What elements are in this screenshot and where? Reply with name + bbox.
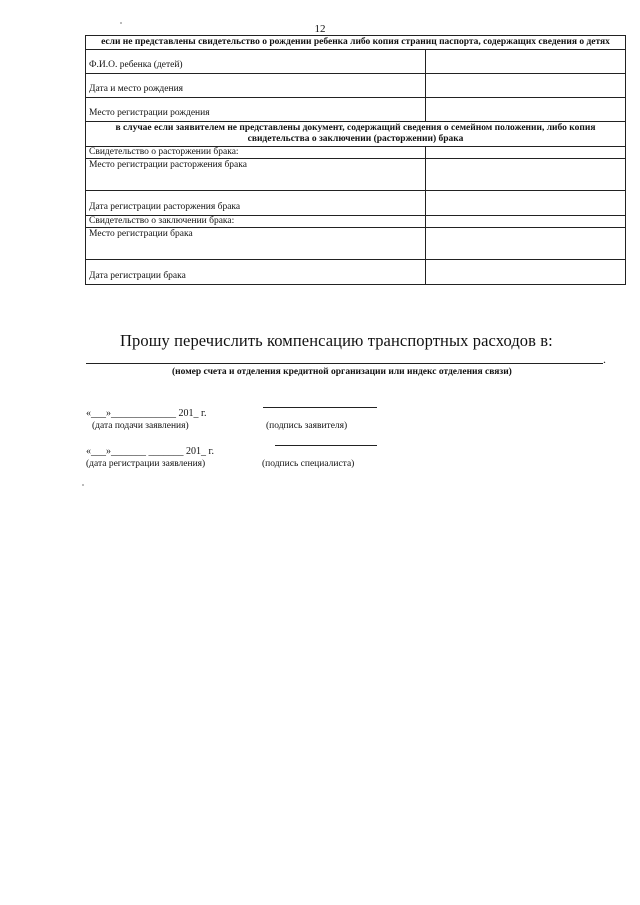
- specialist-signature-caption: (подпись специалиста): [262, 459, 355, 469]
- table-row: [86, 260, 626, 285]
- marriage-certificate-value[interactable]: [426, 216, 626, 228]
- table-row: [86, 98, 626, 122]
- table-row: [86, 216, 626, 228]
- marriage-date-label: Дата регистрации брака: [86, 260, 426, 285]
- birth-registration-place-label: Место регистрации рождения: [86, 98, 426, 122]
- registration-date-field[interactable]: «___»_______ _______ 201_ г.: [86, 446, 214, 457]
- transfer-request-title: Прошу перечислить компенсацию транспортных расходов в:: [120, 331, 553, 350]
- table-row: [86, 74, 626, 98]
- registration-date-caption: (дата регистрации заявления): [86, 459, 206, 469]
- application-date-field[interactable]: «___»_____________ 201_ г.: [86, 408, 207, 419]
- divorce-place-value[interactable]: [426, 159, 626, 191]
- divorce-date-label: Дата регистрации расторжения брака: [86, 191, 426, 216]
- marital-section-header-text: в случае если заявителем не представлены документ, содержащий сведения о семейном положении, либо копия свидетельства о заключении (расторжении) брака: [86, 122, 626, 147]
- marriage-place-label: Место регистрации брака: [86, 228, 426, 260]
- birth-registration-place-value[interactable]: [426, 98, 626, 122]
- table-row: [86, 50, 626, 74]
- scan-speck: [120, 22, 122, 24]
- account-line-period: .: [603, 352, 606, 366]
- marriage-date-value[interactable]: [426, 260, 626, 285]
- page-number: 12: [314, 23, 326, 35]
- scan-speck: [82, 484, 84, 486]
- divorce-place-label: Место регистрации расторжения брака: [86, 159, 426, 191]
- marriage-place-value[interactable]: [426, 228, 626, 260]
- account-number-field[interactable]: [86, 363, 603, 364]
- marital-section-header: [86, 122, 626, 147]
- applicant-info-table: [85, 35, 626, 285]
- applicant-signature-caption: (подпись заявителя): [266, 421, 348, 431]
- birth-date-place-label: Дата и место рождения: [86, 74, 426, 98]
- applicant-signature-line[interactable]: [263, 407, 377, 408]
- table-row: [86, 228, 626, 260]
- specialist-signature-line[interactable]: [275, 445, 377, 446]
- children-section-header: [86, 36, 626, 50]
- table-row: [86, 147, 626, 159]
- marriage-certificate-label: Свидетельство о заключении брака:: [86, 216, 426, 228]
- divorce-certificate-value[interactable]: [426, 147, 626, 159]
- divorce-certificate-label: Свидетельство о расторжении брака:: [86, 147, 426, 159]
- child-name-label: Ф.И.О. ребенка (детей): [86, 50, 426, 74]
- application-date-caption: (дата подачи заявления): [92, 421, 189, 431]
- children-section-header-text: если не представлены свидетельство о рождении ребенка либо копия страниц паспорта, содержащих сведения о детях: [86, 36, 626, 50]
- child-name-value[interactable]: [426, 50, 626, 74]
- account-number-caption: (номер счета и отделения кредитной организации или индекс отделения связи): [172, 367, 512, 377]
- table-row: [86, 159, 626, 191]
- divorce-date-value[interactable]: [426, 191, 626, 216]
- table-row: [86, 191, 626, 216]
- birth-date-place-value[interactable]: [426, 74, 626, 98]
